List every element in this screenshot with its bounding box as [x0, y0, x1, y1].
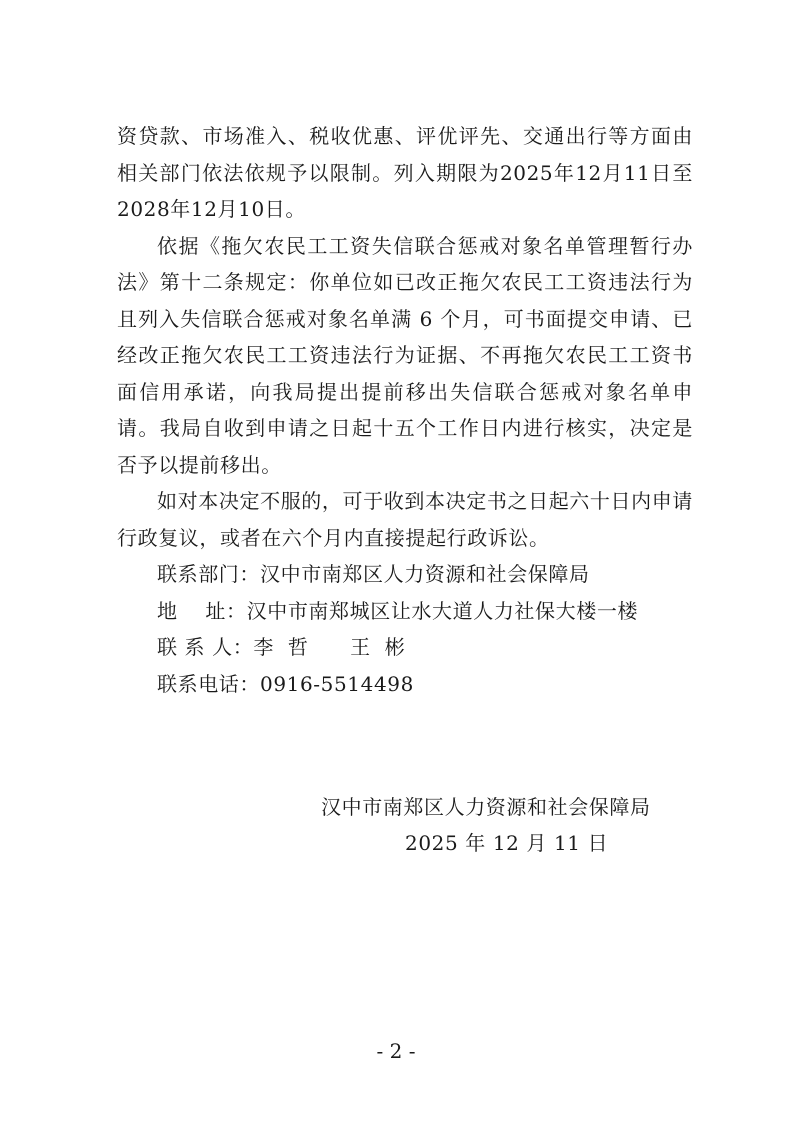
- page-number: - 2 -: [376, 1039, 416, 1063]
- contact-address: 地 址：汉中市南郑城区让水大道人力社保大楼一楼: [157, 598, 639, 623]
- signature-organization: 汉中市南郑区人力资源和社会保障局: [321, 795, 651, 819]
- signature-date: 2025 年 12 月 11 日: [405, 831, 609, 855]
- contact-persons: 联 系 人：李 哲 王 彬: [157, 635, 406, 659]
- paragraph-restrictions: 资贷款、市场准入、税收优惠、评优评先、交通出行等方面由相关部门依法依规予以限制。列入期限为2025年12月11日至2028年12月10日。: [117, 124, 693, 221]
- paragraph-removal-procedure: 依据《拖欠农民工工资失信联合惩戒对象名单管理暂行办法》第十二条规定：你单位如已改正拖欠农民工工资违法行为且列入失信联合惩戒对象名单满 6 个月，可书面提交申请、已经改正拖欠农民工工资违法行为证据、不再拖欠农民工工资书面信用承诺，向我局提出提前移出失信联合惩戒对象名单申请。我局自收到申请之日起十五个工作日内进行核实，决定是否予以提前移出。: [117, 233, 693, 477]
- contact-department: 联系部门：汉中市南郑区人力资源和社会保障局: [157, 562, 590, 586]
- document-body: [117, 118, 693, 702]
- paragraph-appeal-rights: 如对本决定不服的，可于收到本决定书之日起六十日内申请行政复议，或者在六个月内直接提起行政诉讼。: [117, 489, 693, 550]
- contact-phone: 联系电话：0916-5514498: [157, 671, 414, 696]
